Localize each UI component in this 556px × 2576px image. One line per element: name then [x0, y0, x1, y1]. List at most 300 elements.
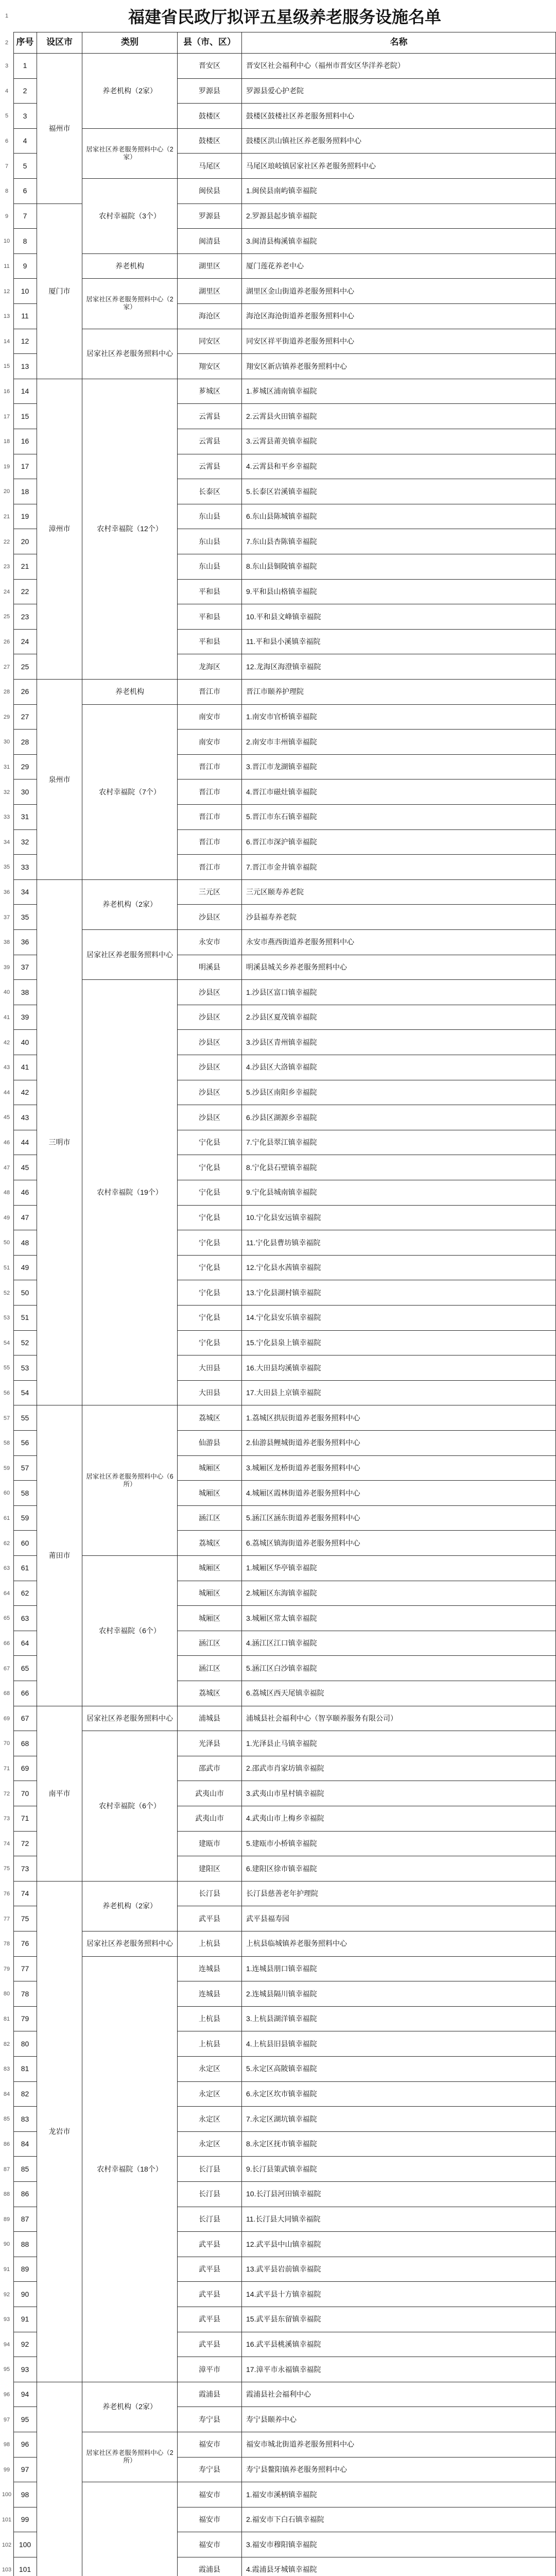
facility-name: 14.宁化县安乐镇幸福院	[242, 1306, 556, 1331]
facility-name: 9.宁化县城南镇幸福院	[242, 1180, 556, 1206]
row-label: 51	[3, 1265, 10, 1272]
category-cell: 农村幸福院（19个）	[82, 980, 178, 1405]
row-label: 78	[3, 1941, 10, 1947]
county-cell: 晋江市	[178, 755, 242, 780]
seq-cell: 56	[13, 1431, 37, 1456]
row-label: 16	[3, 388, 10, 395]
seq-cell: 41	[13, 1055, 37, 1080]
row-label: 69	[3, 1715, 10, 1722]
county-cell: 邵武市	[178, 1756, 242, 1782]
facility-name: 3.武夷山市星村镇幸福院	[242, 1781, 556, 1806]
facility-name: 3.云霄县莆美镇幸福院	[242, 429, 556, 454]
row-label: 57	[3, 1415, 10, 1421]
row-label: 91	[3, 2266, 10, 2273]
seq-cell: 49	[13, 1256, 37, 1281]
facility-name: 鼓楼区洪山镇社区养老服务照料中心	[242, 129, 556, 154]
row-label: 28	[3, 689, 10, 696]
county-cell: 上杭县	[178, 2031, 242, 2057]
header-category: 类别	[82, 32, 178, 54]
seq-cell: 44	[13, 1130, 37, 1156]
row-label: 14	[3, 338, 10, 345]
facility-name: 4.武夷山市上梅乡幸福院	[242, 1806, 556, 1832]
facility-name: 永安市燕西街道养老服务照料中心	[242, 930, 556, 955]
row-label: 101	[2, 2517, 12, 2523]
county-cell: 宁化县	[178, 1306, 242, 1331]
facility-name: 2.福安市下白石镇幸福院	[242, 2507, 556, 2533]
header-city: 设区市	[37, 32, 82, 54]
county-cell: 建阳区	[178, 1856, 242, 1882]
facility-name: 7.晋江市金井镇幸福院	[242, 855, 556, 880]
county-cell: 东山县	[178, 529, 242, 554]
county-cell: 宁化县	[178, 1206, 242, 1231]
row-label: 7	[5, 163, 9, 170]
facility-name: 17.大田县上京镇幸福院	[242, 1381, 556, 1406]
facility-name: 16.武平县桃溪镇幸福院	[242, 2332, 556, 2358]
category-cell: 农村幸福院（7个）	[82, 705, 178, 880]
facility-name: 4.晋江市磁灶镇幸福院	[242, 779, 556, 805]
county-cell: 湖里区	[178, 279, 242, 304]
seq-cell: 96	[13, 2432, 37, 2458]
seq-cell: 89	[13, 2257, 37, 2282]
county-cell: 明溪县	[178, 955, 242, 980]
seq-cell: 7	[13, 204, 37, 229]
seq-cell: 33	[13, 855, 37, 880]
row-label: 34	[3, 839, 10, 845]
facility-name: 湖里区金山街道养老服务照料中心	[242, 279, 556, 304]
row-label: 86	[3, 2141, 10, 2148]
county-cell: 城厢区	[178, 1456, 242, 1481]
row-label: 95	[3, 2366, 10, 2373]
category-cell: 居家社区养老服务照料中心	[82, 329, 178, 379]
county-cell: 沙县区	[178, 905, 242, 930]
seq-cell: 62	[13, 1581, 37, 1606]
seq-cell: 98	[13, 2482, 37, 2507]
county-cell: 平和县	[178, 580, 242, 605]
row-label: 71	[3, 1766, 10, 1772]
county-cell: 长汀县	[178, 2182, 242, 2207]
facility-name: 15.宁化县泉上镇幸福院	[242, 1331, 556, 1356]
county-cell: 东山县	[178, 504, 242, 530]
seq-cell: 57	[13, 1456, 37, 1481]
seq-cell: 29	[13, 755, 37, 780]
row-label: 58	[3, 1440, 10, 1447]
county-cell: 武平县	[178, 2332, 242, 2358]
row-label: 52	[3, 1290, 10, 1296]
county-cell: 长泰区	[178, 479, 242, 504]
county-cell: 永定区	[178, 2132, 242, 2157]
seq-cell: 94	[13, 2382, 37, 2408]
seq-cell: 93	[13, 2357, 37, 2382]
row-label: 87	[3, 2166, 10, 2173]
county-cell: 三元区	[178, 880, 242, 905]
county-cell: 平和县	[178, 604, 242, 630]
row-label: 50	[3, 1240, 10, 1246]
seq-cell: 25	[13, 654, 37, 680]
county-cell: 翔安区	[178, 354, 242, 379]
seq-cell: 85	[13, 2157, 37, 2182]
facility-name: 晋安区社会福利中心（福州市晋安区华洋养老院）	[242, 54, 556, 79]
county-cell: 连城县	[178, 1981, 242, 2007]
row-label: 94	[3, 2341, 10, 2348]
facility-name: 11.平和县小溪镇幸福院	[242, 630, 556, 655]
row-label: 21	[3, 514, 10, 520]
row-label: 62	[3, 1540, 10, 1547]
row-label: 33	[3, 814, 10, 821]
county-cell: 霞浦县	[178, 2557, 242, 2576]
county-cell: 武平县	[178, 1906, 242, 1931]
seq-cell: 39	[13, 1005, 37, 1030]
row-label: 9	[5, 213, 9, 219]
seq-cell: 4	[13, 129, 37, 154]
county-cell: 仙游县	[178, 1431, 242, 1456]
facility-name: 4.上杭县旧县镇幸福院	[242, 2031, 556, 2057]
facility-name: 10.宁化县安远镇幸福院	[242, 1206, 556, 1231]
seq-cell: 78	[13, 1981, 37, 2007]
county-cell: 晋江市	[178, 830, 242, 855]
county-cell: 湖里区	[178, 254, 242, 279]
county-cell: 浦城县	[178, 1706, 242, 1732]
county-cell: 宁化县	[178, 1230, 242, 1256]
row-label: 13	[3, 313, 10, 320]
row-label: 32	[3, 789, 10, 795]
seq-cell: 82	[13, 2082, 37, 2107]
facility-name: 17.漳平市永福镇幸福院	[242, 2357, 556, 2382]
county-cell: 同安区	[178, 329, 242, 354]
row-label: 67	[3, 1665, 10, 1672]
county-cell: 云霄县	[178, 404, 242, 429]
county-cell: 鼓楼区	[178, 129, 242, 154]
seq-cell: 51	[13, 1306, 37, 1331]
facility-name: 明溪县城关乡养老服务照料中心	[242, 955, 556, 980]
county-cell: 福安市	[178, 2482, 242, 2507]
county-cell: 上杭县	[178, 2007, 242, 2032]
facility-name: 1.福安市溪柄镇幸福院	[242, 2482, 556, 2507]
category-cell: 农村幸福院（6个）	[82, 1556, 178, 1706]
county-cell: 武夷山市	[178, 1806, 242, 1832]
row-label: 22	[3, 538, 10, 545]
facility-name: 福安市城北街道养老服务照料中心	[242, 2432, 556, 2458]
seq-cell: 24	[13, 630, 37, 655]
row-label: 3	[5, 63, 9, 70]
county-cell: 长汀县	[178, 2207, 242, 2232]
row-label: 38	[3, 939, 10, 946]
county-cell: 晋安区	[178, 54, 242, 79]
row-label: 49	[3, 1214, 10, 1221]
seq-cell: 70	[13, 1781, 37, 1806]
seq-cell: 3	[13, 104, 37, 129]
facility-name: 寿宁县鳌阳镇养老服务照料中心	[242, 2458, 556, 2483]
seq-cell: 68	[13, 1731, 37, 1756]
facility-name: 15.武平县东留镇幸福院	[242, 2307, 556, 2332]
facility-name: 8.宁化县石壁镇幸福院	[242, 1155, 556, 1180]
row-label: 100	[2, 2492, 12, 2498]
county-cell: 罗源县	[178, 79, 242, 104]
seq-cell: 67	[13, 1706, 37, 1732]
row-label: 99	[3, 2466, 10, 2473]
facility-name: 3.晋江市龙湖镇幸福院	[242, 755, 556, 780]
row-label: 17	[3, 413, 10, 420]
city-cell: 莆田市	[37, 1405, 82, 1706]
row-label: 63	[3, 1565, 10, 1572]
seq-cell: 46	[13, 1180, 37, 1206]
county-cell: 武夷山市	[178, 1781, 242, 1806]
seq-cell: 26	[13, 680, 37, 705]
row-label: 83	[3, 2066, 10, 2073]
county-cell: 武平县	[178, 2307, 242, 2332]
category-cell: 养老机构（2家）	[82, 2382, 178, 2432]
seq-cell: 86	[13, 2182, 37, 2207]
row-label: 76	[3, 1891, 10, 1897]
category-cell: 农村幸福院（3个）	[82, 179, 178, 254]
row-label: 11	[4, 263, 10, 270]
row-label: 6	[5, 138, 9, 145]
seq-cell: 13	[13, 354, 37, 379]
facility-name: 1.南安市官桥镇幸福院	[242, 705, 556, 730]
city-cell: 龙岩市	[37, 1882, 82, 2382]
category-cell: 养老机构	[82, 680, 178, 705]
county-cell: 涵江区	[178, 1506, 242, 1531]
row-label: 53	[3, 1315, 10, 1321]
category-cell: 农村幸福院（18个）	[82, 1957, 178, 2382]
seq-cell: 97	[13, 2458, 37, 2483]
county-cell: 大田县	[178, 1355, 242, 1381]
row-label: 61	[3, 1515, 10, 1522]
row-label: 31	[3, 764, 10, 771]
row-label: 47	[3, 1164, 10, 1171]
seq-cell: 30	[13, 779, 37, 805]
county-cell: 城厢区	[178, 1581, 242, 1606]
row-label: 54	[3, 1340, 10, 1346]
facility-name: 1.荔城区拱辰街道养老服务照料中心	[242, 1405, 556, 1431]
category-cell: 养老机构（2家）	[82, 1882, 178, 1931]
county-cell: 沙县区	[178, 1080, 242, 1106]
row-label: 19	[3, 463, 10, 470]
county-cell: 宁化县	[178, 1280, 242, 1306]
facility-name: 沙县福寿养老院	[242, 905, 556, 930]
county-cell: 长汀县	[178, 2157, 242, 2182]
facility-name: 4.霞浦县牙城镇幸福院	[242, 2557, 556, 2576]
county-cell: 福安市	[178, 2432, 242, 2458]
county-cell: 罗源县	[178, 204, 242, 229]
facility-name: 5.长泰区岩溪镇幸福院	[242, 479, 556, 504]
seq-cell: 50	[13, 1280, 37, 1306]
category-cell: 居家社区养老服务照料中心（2家）	[82, 279, 178, 329]
seq-cell: 73	[13, 1856, 37, 1882]
facility-name: 翔安区新店镇养老服务照料中心	[242, 354, 556, 379]
seq-cell: 72	[13, 1832, 37, 1857]
row-label: 80	[3, 1991, 10, 1997]
county-cell: 城厢区	[178, 1556, 242, 1581]
county-cell: 鼓楼区	[178, 104, 242, 129]
county-cell: 福安市	[178, 2507, 242, 2533]
row-label: 93	[3, 2316, 10, 2323]
facility-name: 13.宁化县湖村镇幸福院	[242, 1280, 556, 1306]
city-cell: 泉州市	[37, 680, 82, 880]
facility-name: 4.云霄县和平乡幸福院	[242, 454, 556, 480]
county-cell: 长汀县	[178, 1882, 242, 1907]
city-cell: 三明市	[37, 880, 82, 1406]
facility-name: 晋江市颐养护理院	[242, 680, 556, 705]
county-cell: 连城县	[178, 1957, 242, 1982]
facility-name: 9.长汀县策武镇幸福院	[242, 2157, 556, 2182]
row-label: 46	[3, 1140, 10, 1146]
row-label: 30	[3, 739, 10, 745]
category-cell: 养老机构（2家）	[82, 54, 178, 129]
category-cell: 居家社区养老服务照料中心（6所）	[82, 1405, 178, 1556]
facility-name: 10.长汀县河田镇幸福院	[242, 2182, 556, 2207]
facility-name: 长汀县慈善老年护理院	[242, 1882, 556, 1907]
seq-cell: 23	[13, 604, 37, 630]
seq-cell: 15	[13, 404, 37, 429]
county-cell: 上杭县	[178, 1931, 242, 1957]
county-cell: 福安市	[178, 2532, 242, 2557]
row-label: 35	[3, 864, 10, 871]
seq-cell: 69	[13, 1756, 37, 1782]
facility-name: 寿宁县颐养中心	[242, 2407, 556, 2432]
seq-cell: 12	[13, 329, 37, 354]
row-label: 70	[3, 1740, 10, 1747]
row-label: 96	[3, 2392, 10, 2398]
facility-name: 3.闽清县梅溪镇幸福院	[242, 229, 556, 254]
seq-cell: 83	[13, 2107, 37, 2132]
facility-name: 厦门莲花养老中心	[242, 254, 556, 279]
row-label: 64	[3, 1590, 10, 1597]
seq-cell: 61	[13, 1556, 37, 1581]
seq-cell: 88	[13, 2232, 37, 2257]
seq-cell: 2	[13, 79, 37, 104]
seq-cell: 22	[13, 580, 37, 605]
seq-cell: 91	[13, 2307, 37, 2332]
county-cell: 南安市	[178, 730, 242, 755]
seq-cell: 101	[13, 2557, 37, 2576]
facility-name: 6.荔城区镇海街道养老服务照料中心	[242, 1531, 556, 1556]
county-cell: 沙县区	[178, 1030, 242, 1055]
row-label: 65	[3, 1615, 10, 1622]
facility-name: 7.永定区湖坑镇幸福院	[242, 2107, 556, 2132]
facility-name: 罗源县爱心护老院	[242, 79, 556, 104]
facility-name: 5.晋江市东石镇幸福院	[242, 805, 556, 830]
facility-name: 5.涵江区涵东街道养老服务照料中心	[242, 1506, 556, 1531]
county-cell: 光泽县	[178, 1731, 242, 1756]
seq-cell: 53	[13, 1355, 37, 1381]
county-cell: 武平县	[178, 2257, 242, 2282]
county-cell: 南安市	[178, 705, 242, 730]
seq-cell: 40	[13, 1030, 37, 1055]
seq-cell: 87	[13, 2207, 37, 2232]
county-cell: 永安市	[178, 930, 242, 955]
facility-name: 3.城厢区常太镇幸福院	[242, 1606, 556, 1631]
seq-cell: 17	[13, 454, 37, 480]
category-cell: 居家社区养老服务照料中心	[82, 930, 178, 980]
row-label: 42	[3, 1039, 10, 1046]
seq-cell: 48	[13, 1230, 37, 1256]
category-cell: 农村幸福院（6个）	[82, 1731, 178, 1882]
seq-cell: 18	[13, 479, 37, 504]
row-label: 5	[5, 113, 9, 120]
county-cell: 城厢区	[178, 1481, 242, 1506]
facility-name: 3.上杭县湖洋镇幸福院	[242, 2007, 556, 2032]
facility-name: 13.武平县岩前镇幸福院	[242, 2257, 556, 2282]
header-county: 县（市、区）	[178, 32, 242, 54]
facility-name: 2.沙县区夏茂镇幸福院	[242, 1005, 556, 1030]
county-cell: 涵江区	[178, 1656, 242, 1681]
facility-name: 2.罗源县起步镇幸福院	[242, 204, 556, 229]
seq-cell: 77	[13, 1957, 37, 1982]
facility-name: 11.宁化县曹坊镇幸福院	[242, 1230, 556, 1256]
row-label: 4	[5, 88, 9, 94]
category-cell: 居家社区养老服务照料中心（2所）	[82, 2432, 178, 2482]
county-cell: 沙县区	[178, 1005, 242, 1030]
row-label: 75	[3, 1866, 10, 1872]
row-label: 82	[3, 2041, 10, 2047]
facility-name: 8.永定区抚市镇幸福院	[242, 2132, 556, 2157]
seq-cell: 92	[13, 2332, 37, 2358]
facility-name: 2.云霄县火田镇幸福院	[242, 404, 556, 429]
row-label: 23	[3, 564, 10, 570]
row-label: 41	[3, 1014, 10, 1021]
category-cell	[82, 2482, 178, 2576]
facility-name: 海沧区海沧街道养老服务照料中心	[242, 304, 556, 329]
seq-cell: 31	[13, 805, 37, 830]
facility-name: 6.晋江市深沪镇幸福院	[242, 830, 556, 855]
seq-cell: 75	[13, 1906, 37, 1931]
facility-name: 2.仙游县鲤城街道养老服务照料中心	[242, 1431, 556, 1456]
seq-cell: 35	[13, 905, 37, 930]
seq-cell: 19	[13, 504, 37, 530]
county-cell: 沙县区	[178, 1105, 242, 1130]
row-label: 18	[3, 438, 10, 445]
facility-name: 3.沙县区青州镇幸福院	[242, 1030, 556, 1055]
row-label: 98	[3, 2442, 10, 2448]
row-label: 40	[3, 989, 10, 996]
seq-cell: 34	[13, 880, 37, 905]
seq-cell: 8	[13, 229, 37, 254]
facility-name: 1.光泽县止马镇幸福院	[242, 1731, 556, 1756]
county-cell: 涵江区	[178, 1631, 242, 1656]
row-label: 15	[3, 363, 10, 370]
facility-name: 2.连城县隔川镇幸福院	[242, 1981, 556, 2007]
county-cell: 芗城区	[178, 379, 242, 404]
facility-name: 1.闽侯县南屿镇幸福院	[242, 179, 556, 204]
row-label: 56	[3, 1390, 10, 1397]
facility-name: 1.城厢区华亭镇幸福院	[242, 1556, 556, 1581]
seq-cell: 20	[13, 529, 37, 554]
seq-cell: 79	[13, 2007, 37, 2032]
row-label: 59	[3, 1465, 10, 1471]
county-cell: 云霄县	[178, 429, 242, 454]
seq-cell: 43	[13, 1105, 37, 1130]
row-label: 89	[3, 2216, 10, 2223]
row-label: 77	[3, 1916, 10, 1922]
city-cell	[37, 2382, 82, 2576]
seq-cell: 80	[13, 2031, 37, 2057]
facility-name: 12.武平县中山镇幸福院	[242, 2232, 556, 2257]
row-label: 48	[3, 1190, 10, 1196]
row-label: 66	[3, 1640, 10, 1647]
county-cell: 寿宁县	[178, 2458, 242, 2483]
seq-cell: 9	[13, 254, 37, 279]
county-cell: 武平县	[178, 2282, 242, 2307]
facility-name: 6.建阳区徐市镇幸福院	[242, 1856, 556, 1882]
county-cell: 宁化县	[178, 1256, 242, 1281]
facility-name: 1.连城县朋口镇幸福院	[242, 1957, 556, 1982]
row-label: 24	[3, 588, 10, 595]
seq-cell: 65	[13, 1656, 37, 1681]
county-cell: 荔城区	[178, 1681, 242, 1706]
facility-name: 1.沙县区富口镇幸福院	[242, 980, 556, 1005]
county-cell: 海沧区	[178, 304, 242, 329]
row-label: 27	[3, 664, 10, 670]
